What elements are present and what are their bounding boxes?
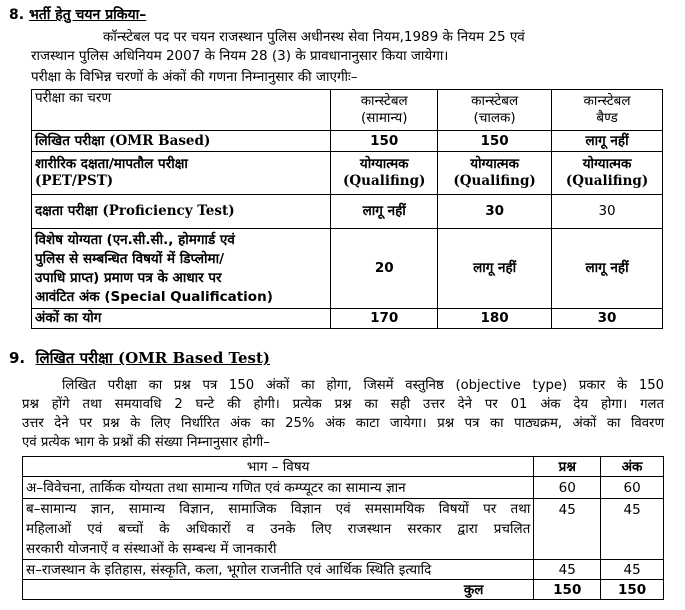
paragraph-line: प्रश्न होंगे तथा समयावधि 2 घन्टे की होगी। प्रत्येक प्रश्न का सही उत्तर देने पर 01 अंक देय होगा। गलत [22,397,664,412]
exam-syllabus-table [22,456,664,600]
paragraph-line: लिखित परीक्षा का प्रश्न पत्र 150 अंकों का होगा, जिसमें वस्तुनिष्ठ (objective type) प्रकार के 150 [62,378,664,393]
subject-cell: ब–सामान्य ज्ञान, सामान्य विज्ञान, सामाजिक विज्ञान एवं समसामयिक विषयों पर तथा महिलाओं एवं बच्चों के अधिकारों व उनके लिए राजस्थान सरकार द्वारा प्रचलित सरकारी योजनाऐं व संस्थाओं के सम्बन्ध में जानकारी [23,499,534,560]
total-questions: 150 [534,580,601,600]
marks-cell: 45 [601,560,664,580]
questions-cell: 45 [534,499,601,560]
section-8-heading [9,5,146,24]
table-row [32,229,663,309]
header-marks: अंक [601,457,664,477]
header-part-subject: भाग – विषय [23,457,534,477]
value-cell: लागू नहीं [552,229,663,309]
header-constable-driver: कान्स्टेबल (चालक) [438,90,552,131]
value-cell: योग्यात्मक (Qualifing) [438,152,552,195]
value-cell: लागू नहीं [552,131,663,152]
table-row [32,131,663,152]
section-9-number: 9. [9,349,26,367]
stage-cell: लिखित परीक्षा (OMR Based) [32,131,331,152]
value-cell: 150 [438,131,552,152]
header-constable-general: कान्स्टेबल (सामान्य) [331,90,438,131]
total-marks: 150 [601,580,664,600]
table-header-row [23,457,664,477]
table-row [32,195,663,229]
section-8-number: 8. [9,7,25,23]
table-row [23,499,664,560]
value-cell: योग्यात्मक (Qualifing) [552,152,663,195]
questions-cell: 60 [534,477,601,499]
value-cell: 150 [331,131,438,152]
subject-cell: अ–विवेचना, तार्किक योग्यता तथा सामान्य गणित एवं कम्प्यूटर का सामान्य ज्ञान [23,477,534,499]
total-value: 170 [331,309,438,329]
section-9-paragraph [22,376,664,452]
value-cell: 20 [331,229,438,309]
total-label: अंकों का योग [32,309,331,329]
stage-cell: विशेष योग्यता (एन.सी.सी., होमगार्ड एवं पुलिस से सम्बन्धित विषयों में डिप्लोमा/ उपाधि प्राप्त) प्रमाण पत्र के आधार पर आवंटित अंक (Special Qualification) [32,229,331,309]
section-8-title: भर्ती हेतु चयन प्रकिया– [28,7,147,23]
stage-cell: दक्षता परीक्षा (Proficiency Test) [32,195,331,229]
marks-cell: 60 [601,477,664,499]
value-cell: 30 [438,195,552,229]
selection-marks-table [31,89,663,329]
table-total-row [23,580,664,600]
header-constable-band: कान्स्टेबल बैण्ड [552,90,663,131]
value-cell: लागू नहीं [438,229,552,309]
section-9-heading [9,348,270,368]
table-row [32,152,663,195]
value-cell: 30 [552,195,663,229]
section-9-title: लिखित परीक्षा (OMR Based Test) [35,349,271,367]
total-value: 180 [438,309,552,329]
section-8-paragraph [31,28,663,66]
paragraph-line: राजस्थान पुलिस अधिनियम 2007 के नियम 28 (3) के प्रावधानानुसार किया जायेगा। [31,48,449,64]
subject-cell: स–राजस्थान के इतिहास, संस्कृति, कला, भूगोल राजनीति एवं आर्थिक स्थिति इत्यादि [23,560,534,580]
table-total-row [32,309,663,329]
stage-cell: शारीरिक दक्षता/मापतौल परीक्षा (PET/PST) [32,152,331,195]
header-stage: परीक्षा का चरण [32,90,331,131]
value-cell: योग्यात्मक (Qualifing) [331,152,438,195]
paragraph-line: उत्तर देने पर प्रश्न के लिए निर्धारित अंक का 25% अंक काटा जायेगा। प्रश्न पत्र का पाठ्यक्रम, अंकों का विवरण [22,416,664,431]
value-cell: लागू नहीं [331,195,438,229]
table-row [23,560,664,580]
table-caption: परीक्षा के विभिन्न चरणों के अंकों की गणना निम्नानुसार की जाएगीः– [31,69,358,85]
marks-cell: 45 [601,499,664,560]
header-questions: प्रश्न [534,457,601,477]
total-value: 30 [552,309,663,329]
table-row [23,477,664,499]
table-header-row [32,90,663,131]
paragraph-line: कॉन्स्टेबल पद पर चयन राजस्थान पुलिस अधीनस्थ सेवा नियम,1989 के नियम 25 एवं [103,29,525,45]
questions-cell: 45 [534,560,601,580]
paragraph-line: एवं प्रत्येक भाग के प्रश्नों की संख्या निम्नानुसार होगी– [22,435,270,450]
total-label: कुल [23,580,534,600]
